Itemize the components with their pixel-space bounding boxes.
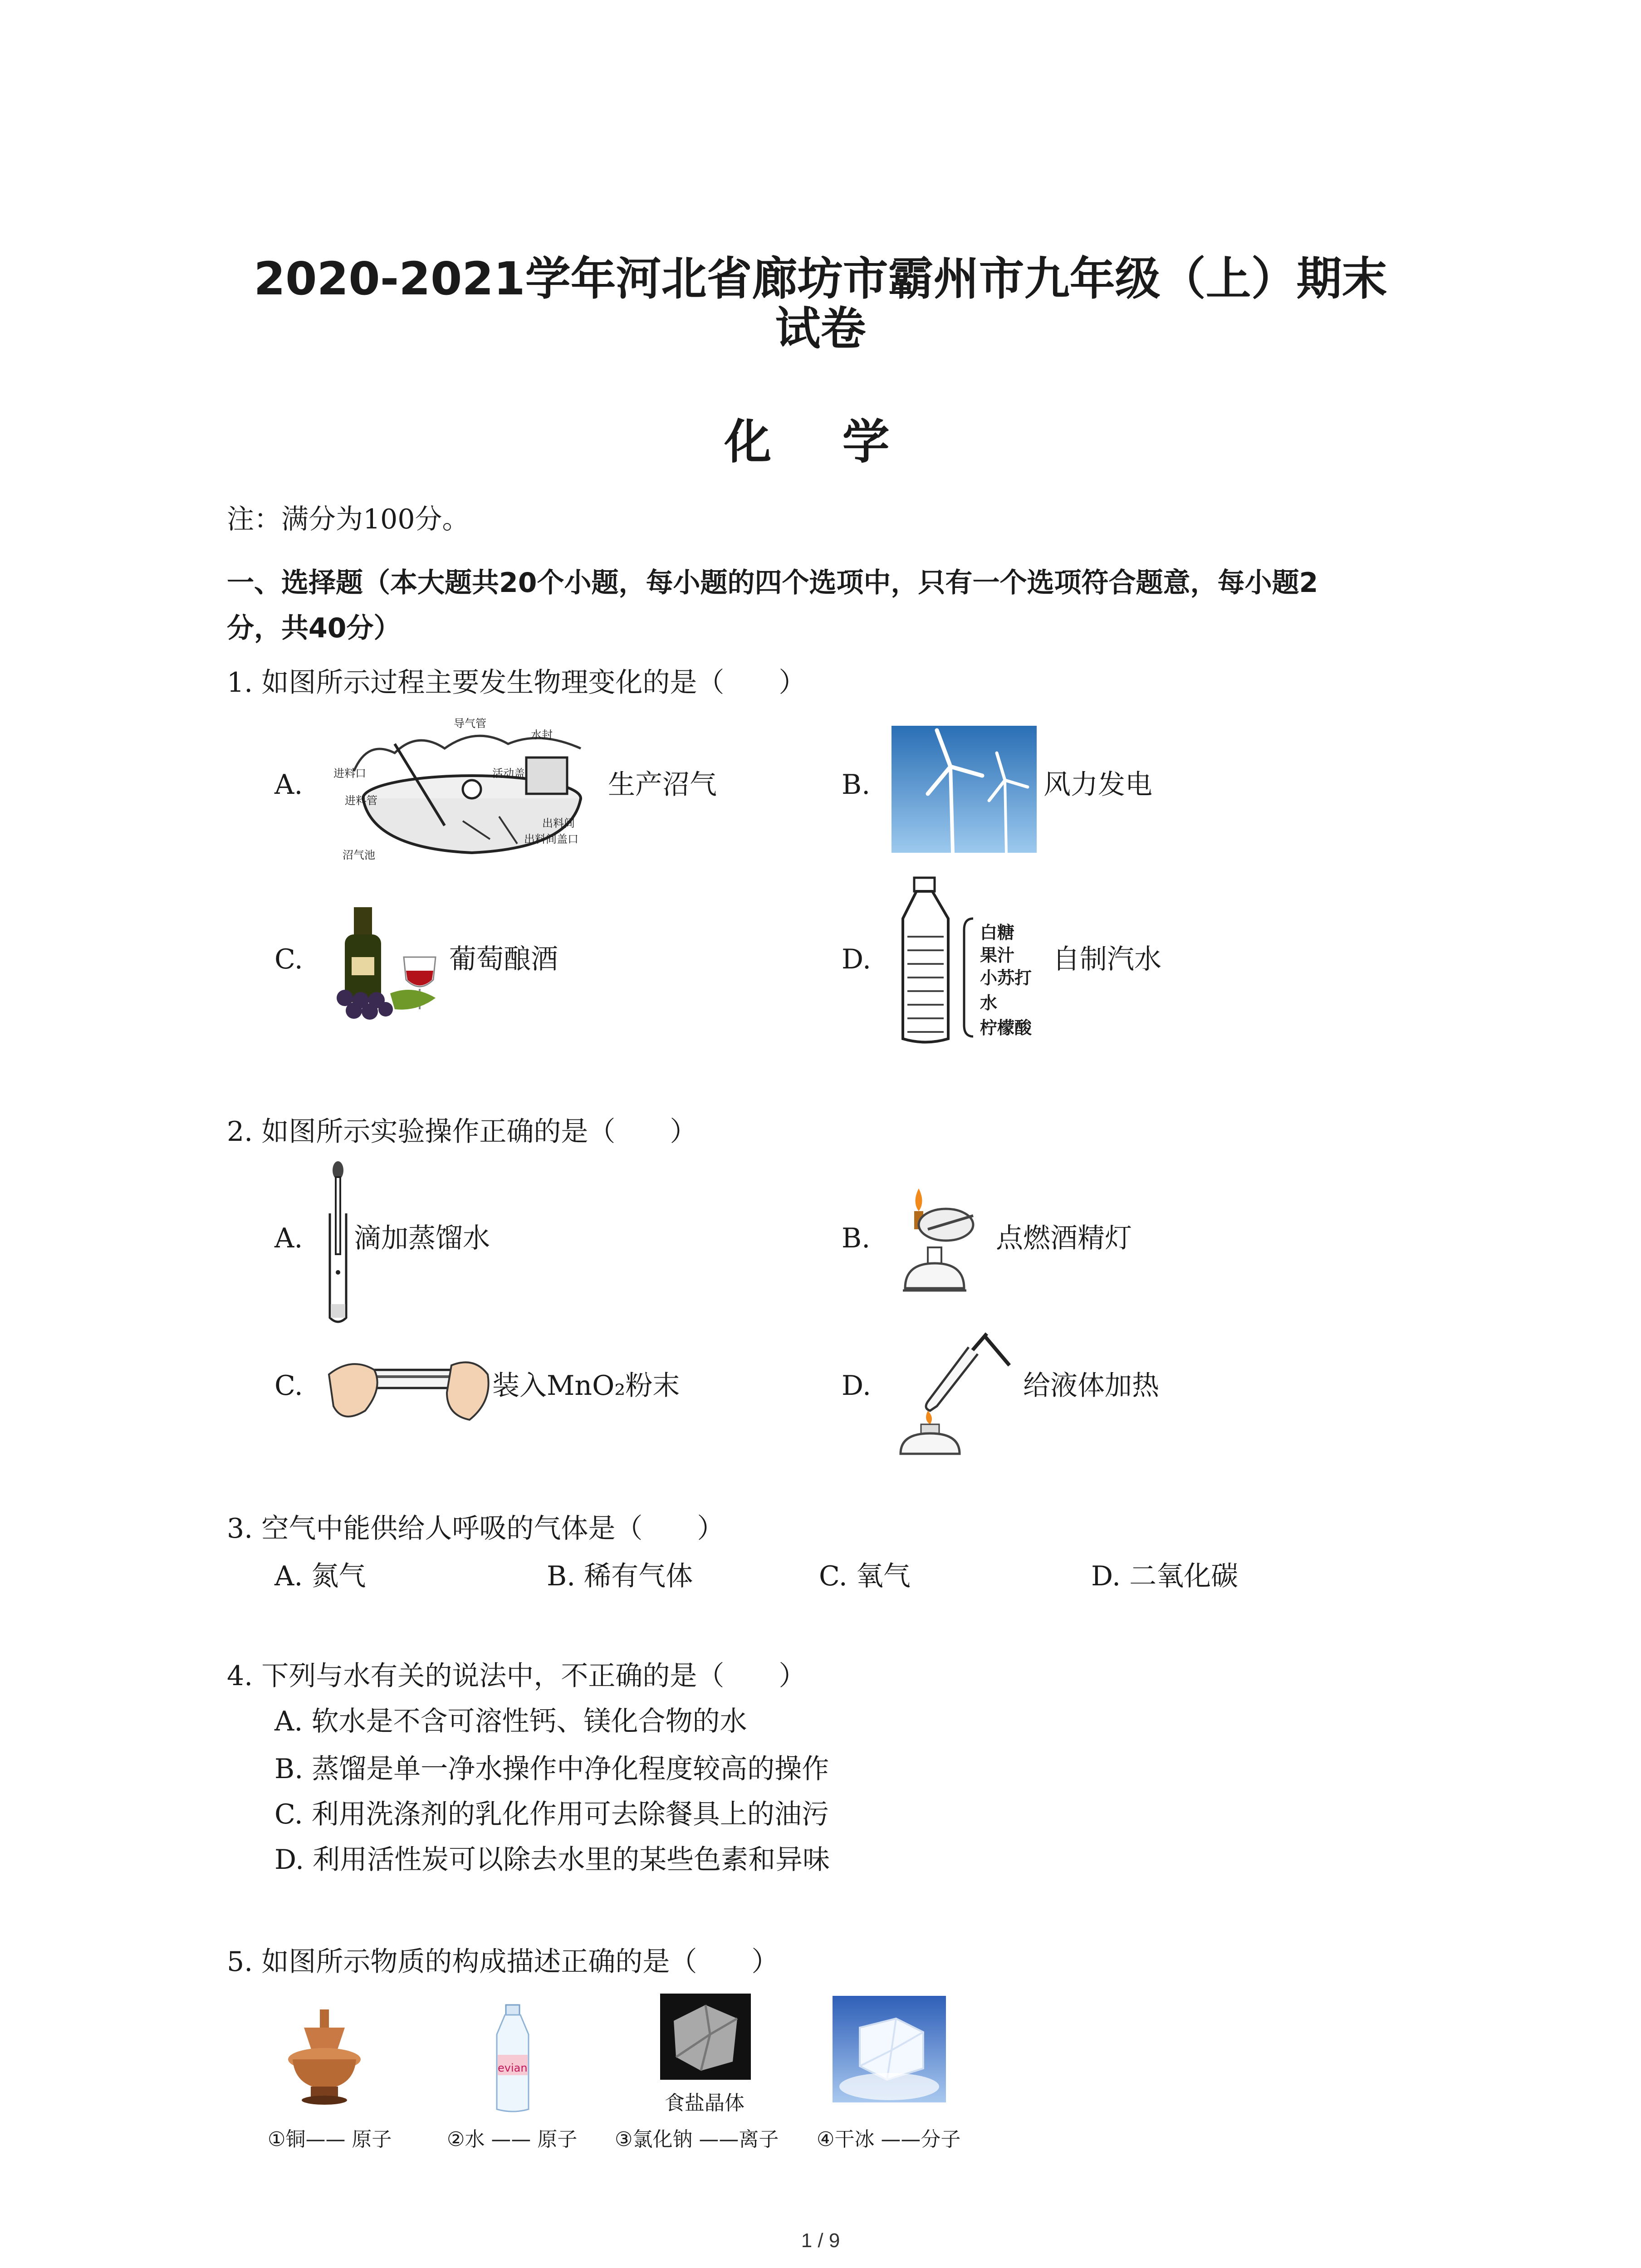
q1-option-b-label: 风力发电 bbox=[1043, 769, 1152, 801]
title-line-2: 试卷 bbox=[775, 302, 866, 355]
q1-option-a-letter: A. bbox=[274, 769, 303, 801]
q1-option-c-letter: C. bbox=[274, 943, 303, 975]
copper-hotpot-image bbox=[286, 2009, 363, 2105]
score-note: 注：满分为100分。 bbox=[227, 503, 470, 535]
bottle-brand: evian bbox=[498, 2062, 528, 2074]
mno2-loading-diagram bbox=[324, 1338, 492, 1429]
q2-option-d-label: 给液体加热 bbox=[1023, 1370, 1159, 1402]
q2-option-d-letter: D. bbox=[842, 1370, 872, 1402]
q4-option-d: D. 利用活性炭可以除去水里的某些色素和异味 bbox=[274, 1844, 830, 1876]
crystal-caption: 食盐晶体 bbox=[665, 2092, 745, 2115]
soda-ingredient-5: 柠檬酸 bbox=[980, 1018, 1032, 1038]
q1-stem: 1. 如图所示过程主要发生物理变化的是（ ） bbox=[227, 667, 806, 699]
water-bottle-image bbox=[492, 2005, 533, 2114]
soda-bottle-icon bbox=[889, 878, 962, 1046]
q5-caption-3: ③氯化钠 ——离子 bbox=[615, 2128, 779, 2151]
heating-liquid-diagram bbox=[887, 1329, 1023, 1456]
q5-caption-1: ①铜—— 原子 bbox=[268, 2128, 392, 2151]
q4-option-b: B. 蒸馏是单一净水操作中净化程度较高的操作 bbox=[274, 1753, 829, 1785]
biogas-label-3: 进料口 bbox=[333, 767, 366, 780]
biogas-label-7: 出料间盖口 bbox=[524, 833, 578, 846]
q2-option-a-letter: A. bbox=[274, 1222, 303, 1254]
q2-option-b-label: 点燃酒精灯 bbox=[996, 1222, 1132, 1254]
q5-caption-4: ④干冰 ——分子 bbox=[817, 2128, 961, 2151]
q3-option-d: D. 二氧化碳 bbox=[1091, 1560, 1239, 1592]
q4-option-a: A. 软水是不含可溶性钙、镁化合物的水 bbox=[274, 1706, 747, 1737]
section-heading-line-2: 分，共40分） bbox=[227, 612, 401, 644]
soda-ingredient-4: 水 bbox=[980, 993, 998, 1013]
dry-ice-image bbox=[833, 1996, 946, 2102]
q2-stem: 2. 如图所示实验操作正确的是（ ） bbox=[227, 1116, 697, 1148]
q3-stem: 3. 空气中能供给人呼吸的气体是（ ） bbox=[227, 1513, 725, 1545]
biogas-label-4: 活动盖 bbox=[492, 767, 525, 780]
soda-ingredient-3: 小苏打 bbox=[980, 968, 1032, 988]
q3-option-c: C. 氧气 bbox=[819, 1560, 911, 1592]
alcohol-lamp-lighting-diagram bbox=[887, 1179, 996, 1302]
subject-heading: 化 学 bbox=[724, 414, 917, 469]
title-line-1: 2020-2021学年河北省廊坊市霸州市九年级（上）期末 bbox=[254, 252, 1387, 305]
biogas-label-1: 导气管 bbox=[454, 717, 486, 730]
biogas-label-5: 进料管 bbox=[345, 794, 377, 807]
q2-option-b-letter: B. bbox=[842, 1222, 871, 1254]
dropper-test-tube-diagram bbox=[324, 1159, 352, 1327]
q2-option-c-letter: C. bbox=[274, 1370, 303, 1402]
q1-option-c-label: 葡萄酿酒 bbox=[449, 943, 558, 975]
q3-option-b: B. 稀有气体 bbox=[547, 1560, 693, 1592]
biogas-label-6: 出料间 bbox=[542, 817, 575, 830]
soda-ingredient-2: 果汁 bbox=[980, 945, 1015, 965]
salt-crystal-image bbox=[660, 1994, 751, 2080]
soda-ingredient-1: 白糖 bbox=[980, 923, 1015, 943]
section-heading-line-1: 一、选择题（本大题共20个小题，每小题的四个选项中，只有一个选项符合题意，每小题2 bbox=[227, 567, 1318, 599]
q2-option-a-label: 滴加蒸馏水 bbox=[354, 1222, 490, 1254]
q1-option-b-letter: B. bbox=[842, 769, 871, 801]
q3-option-a: A. 氮气 bbox=[274, 1560, 366, 1592]
q1-option-a-label: 生产沼气 bbox=[608, 769, 717, 801]
q5-caption-2: ②水 —— 原子 bbox=[447, 2128, 578, 2151]
q2-option-c-label: 装入MnO₂粉末 bbox=[492, 1370, 680, 1402]
q4-stem: 4. 下列与水有关的说法中，不正确的是（ ） bbox=[227, 1660, 806, 1692]
biogas-label-8: 沼气池 bbox=[343, 849, 375, 861]
soda-bracket bbox=[962, 916, 975, 1039]
grape-wine-image bbox=[327, 907, 449, 1021]
biogas-label-2: 水封 bbox=[531, 728, 553, 741]
q5-stem: 5. 如图所示物质的构成描述正确的是（ ） bbox=[227, 1946, 779, 1978]
page-number: 1 / 9 bbox=[801, 2229, 840, 2252]
q1-option-d-letter: D. bbox=[842, 943, 872, 975]
q1-option-d-label: 自制汽水 bbox=[1053, 943, 1161, 975]
q4-option-c: C. 利用洗涤剂的乳化作用可去除餐具上的油污 bbox=[274, 1799, 829, 1830]
wind-turbine-photo bbox=[892, 726, 1037, 853]
